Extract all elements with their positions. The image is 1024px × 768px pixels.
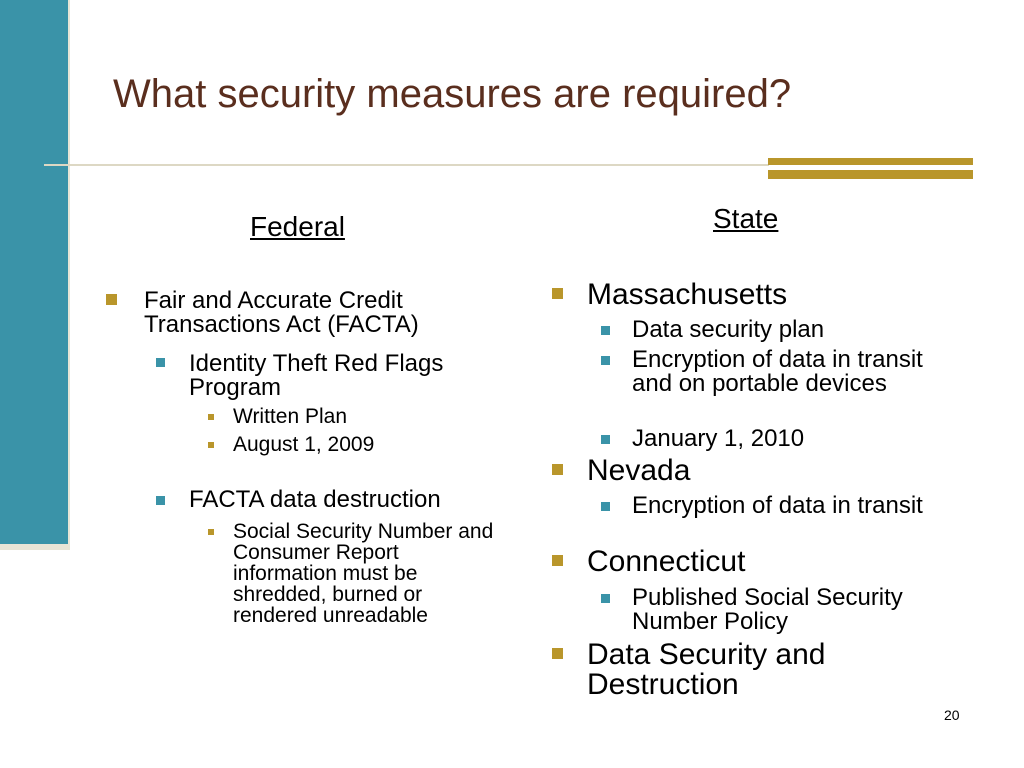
square-bullet-icon — [208, 442, 214, 448]
square-bullet-icon — [552, 555, 563, 566]
bullet-text: January 1, 2010 — [632, 425, 805, 452]
square-bullet-icon — [601, 326, 610, 335]
square-bullet-icon — [156, 496, 165, 505]
bullet-text: Fair and Accurate Credit Transactions Act (FACTA) — [144, 287, 419, 338]
square-bullet-icon — [601, 435, 610, 444]
bullet-text: Data security plan — [632, 316, 825, 343]
square-bullet-icon — [208, 414, 214, 420]
bullet-text: Encryption of data in transit — [632, 492, 923, 519]
gold-accent-stripes — [768, 158, 973, 179]
bullet-text: Published Social Security Number Policy — [632, 584, 903, 635]
bullet-text: Encryption of data in transit and on portable devices — [632, 346, 923, 397]
bullet-text: August 1, 2009 — [233, 433, 375, 456]
bullet-text: Written Plan — [233, 405, 347, 428]
bullet-text: FACTA data destruction — [189, 486, 441, 513]
square-bullet-icon — [552, 464, 563, 475]
slide-number: 20 — [944, 707, 960, 723]
square-bullet-icon — [601, 356, 610, 365]
slide-title: What security measures are required? — [113, 72, 792, 116]
bullet-text: Connecticut — [587, 545, 746, 578]
square-bullet-icon — [552, 648, 563, 659]
left-accent-bar — [0, 0, 68, 548]
state-heading: State — [713, 203, 779, 234]
bullet-text: Social Security Number and Consumer Report information must be shredded, burned or rendered unreadable — [233, 520, 494, 627]
bullet-text: Nevada — [587, 454, 691, 487]
bullet-text: Data Security and Destruction — [587, 638, 826, 701]
square-bullet-icon — [106, 294, 117, 305]
federal-heading: Federal — [250, 211, 345, 242]
square-bullet-icon — [601, 502, 610, 511]
square-bullet-icon — [156, 358, 165, 367]
bullet-text: Massachusetts — [587, 278, 788, 311]
square-bullet-icon — [208, 529, 214, 535]
bullet-text: Identity Theft Red Flags Program — [189, 350, 444, 401]
square-bullet-icon — [552, 288, 563, 299]
square-bullet-icon — [601, 594, 610, 603]
sidebar-bottom-shadow — [0, 544, 70, 550]
title-divider — [44, 164, 769, 166]
